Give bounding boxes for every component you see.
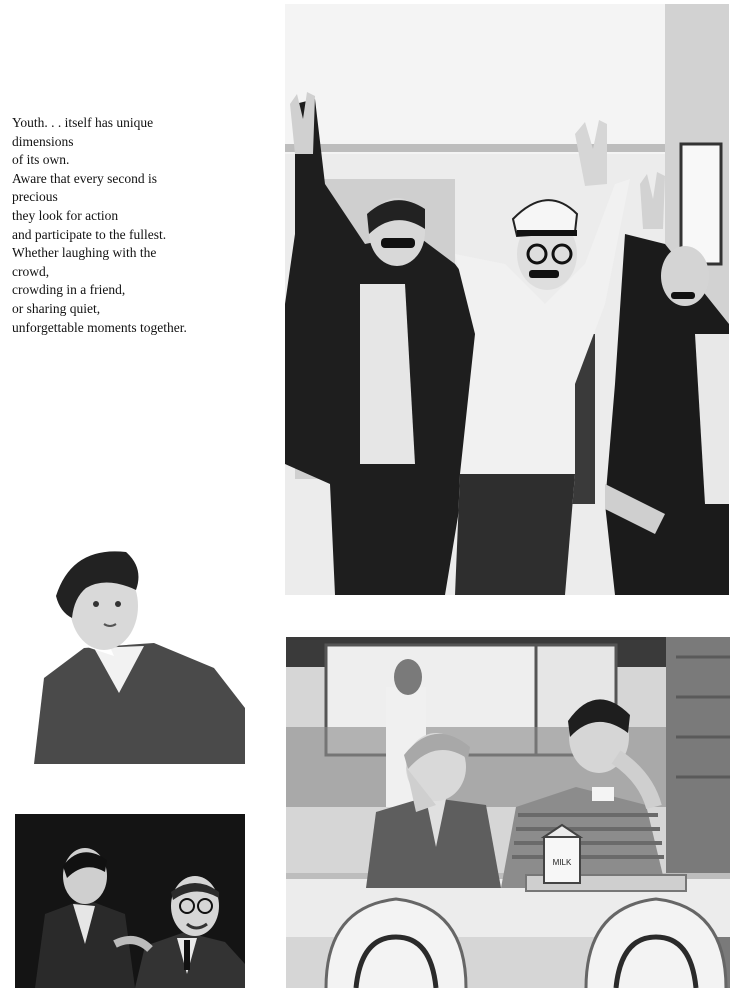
photo-portrait-sweater [14, 538, 245, 764]
poem-line: Aware that every second is [12, 170, 157, 186]
poem-line: and participate to the fullest. [12, 226, 167, 242]
poem-line: they look for action [12, 207, 119, 223]
poem-line: crowding in a friend, [12, 282, 126, 298]
milk-carton-label: MILK [552, 858, 572, 867]
poem-line: Whether laughing with the [12, 245, 157, 261]
poem-line: of its own. [12, 152, 70, 168]
photo-dance-couple [15, 814, 245, 988]
photo-cafeteria-lunch-art [286, 637, 730, 988]
photo-portrait-sweater-art [14, 538, 245, 764]
poem-line: or sharing quiet, [12, 300, 101, 316]
photo-dance-couple-art [15, 814, 245, 988]
poem-line: dimensions [12, 133, 74, 149]
poem-line: crowd, [12, 263, 50, 279]
poem-line: precious [12, 189, 58, 205]
photo-cafeteria-lunch [286, 637, 730, 988]
photo-students-mustaches [285, 4, 729, 595]
caption-poem [12, 114, 242, 337]
poem-line: Youth. . . itself has unique [12, 115, 154, 130]
photo-students-mustaches-art [285, 4, 729, 595]
poem-line: unforgettable moments together. [12, 319, 187, 335]
